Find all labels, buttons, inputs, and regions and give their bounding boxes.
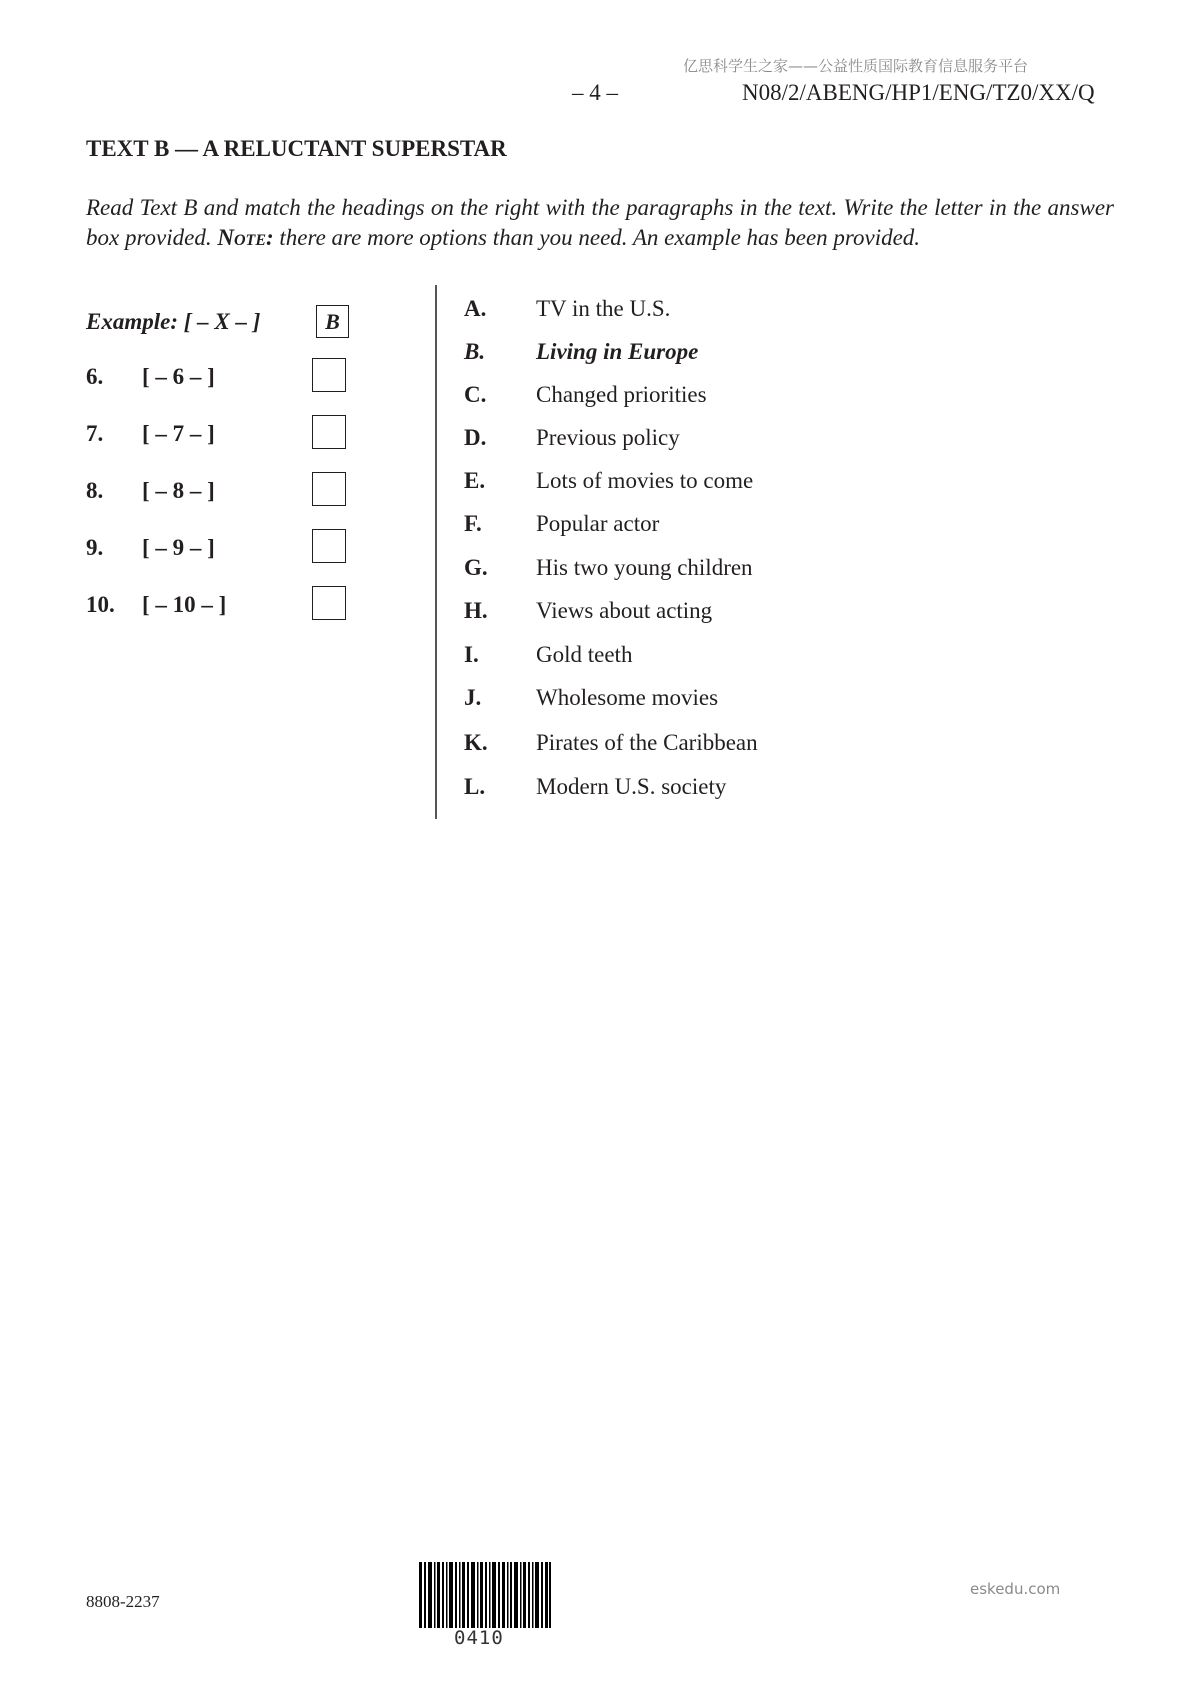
answer-box[interactable] <box>312 529 346 563</box>
heading-text: TV in the U.S. <box>536 296 671 321</box>
header-watermark: 亿思科学生之家——公益性质国际教育信息服务平台 <box>683 57 1029 75</box>
question-ref: [ – 8 – ] <box>142 478 215 503</box>
heading-text: His two young children <box>536 555 753 580</box>
heading-letter: F. <box>464 511 482 536</box>
question-row <box>86 472 386 508</box>
heading-letter: A. <box>464 296 487 321</box>
page-number: – 4 – <box>572 80 618 105</box>
question-row <box>86 358 386 394</box>
heading-letter: L. <box>464 774 486 799</box>
heading-letter: J. <box>464 685 482 710</box>
instructions <box>86 193 1114 253</box>
heading-letter: H. <box>464 598 488 623</box>
example-answer-box: B <box>316 305 349 338</box>
heading-letter: E. <box>464 468 486 493</box>
heading-letter: K. <box>464 730 488 755</box>
answer-box[interactable] <box>312 472 346 506</box>
heading-text: Popular actor <box>536 511 660 536</box>
column-divider <box>435 285 437 819</box>
answer-box[interactable] <box>312 586 346 620</box>
answer-box[interactable] <box>312 415 346 449</box>
heading-letter: D. <box>464 425 487 450</box>
question-row <box>86 415 386 451</box>
heading-text: Modern U.S. society <box>536 774 727 799</box>
example-row <box>86 300 386 336</box>
heading-text: Living in Europe <box>536 339 699 364</box>
heading-letter: B. <box>464 339 486 364</box>
example-label: Example: [ – X – ] <box>86 309 261 334</box>
section-title: TEXT B — A RELUCTANT SUPERSTAR <box>86 136 507 161</box>
question-ref: [ – 9 – ] <box>142 535 215 560</box>
heading-text: Views about acting <box>536 598 713 623</box>
heading-text: Pirates of the Caribbean <box>536 730 758 755</box>
heading-text: Lots of movies to come <box>536 468 754 493</box>
question-ref: [ – 6 – ] <box>142 364 215 389</box>
heading-letter: I. <box>464 642 479 667</box>
barcode-number: 0410 <box>454 1627 504 1649</box>
question-number: 10. <box>86 592 115 617</box>
note-label: Note: <box>217 225 274 250</box>
heading-text: Gold teeth <box>536 642 633 667</box>
question-number: 6. <box>86 364 104 389</box>
heading-text: Previous policy <box>536 425 680 450</box>
instructions-part1: Read Text B and match the headings on the right with the paragraphs in the text. Write the letter in the answer box provided. <box>86 195 1114 250</box>
heading-text: Changed priorities <box>536 382 707 407</box>
answer-box[interactable] <box>312 358 346 392</box>
heading-text: Wholesome movies <box>536 685 719 710</box>
heading-letter: G. <box>464 555 488 580</box>
question-ref: [ – 7 – ] <box>142 421 215 446</box>
question-ref: [ – 10 – ] <box>142 592 227 617</box>
instructions-part2: there are more options than you need. An example has been provided. <box>273 225 921 250</box>
question-row <box>86 586 386 622</box>
question-number: 8. <box>86 478 104 503</box>
heading-letter: C. <box>464 382 487 407</box>
question-number: 7. <box>86 421 104 446</box>
footer-watermark: eskedu.com <box>970 1580 1061 1598</box>
question-number: 9. <box>86 535 104 560</box>
paper-code: N08/2/ABENG/HP1/ENG/TZ0/XX/Q <box>742 80 1095 105</box>
barcode-icon <box>419 1562 551 1628</box>
footer-code: 8808-2237 <box>86 1592 160 1611</box>
question-row <box>86 529 386 565</box>
